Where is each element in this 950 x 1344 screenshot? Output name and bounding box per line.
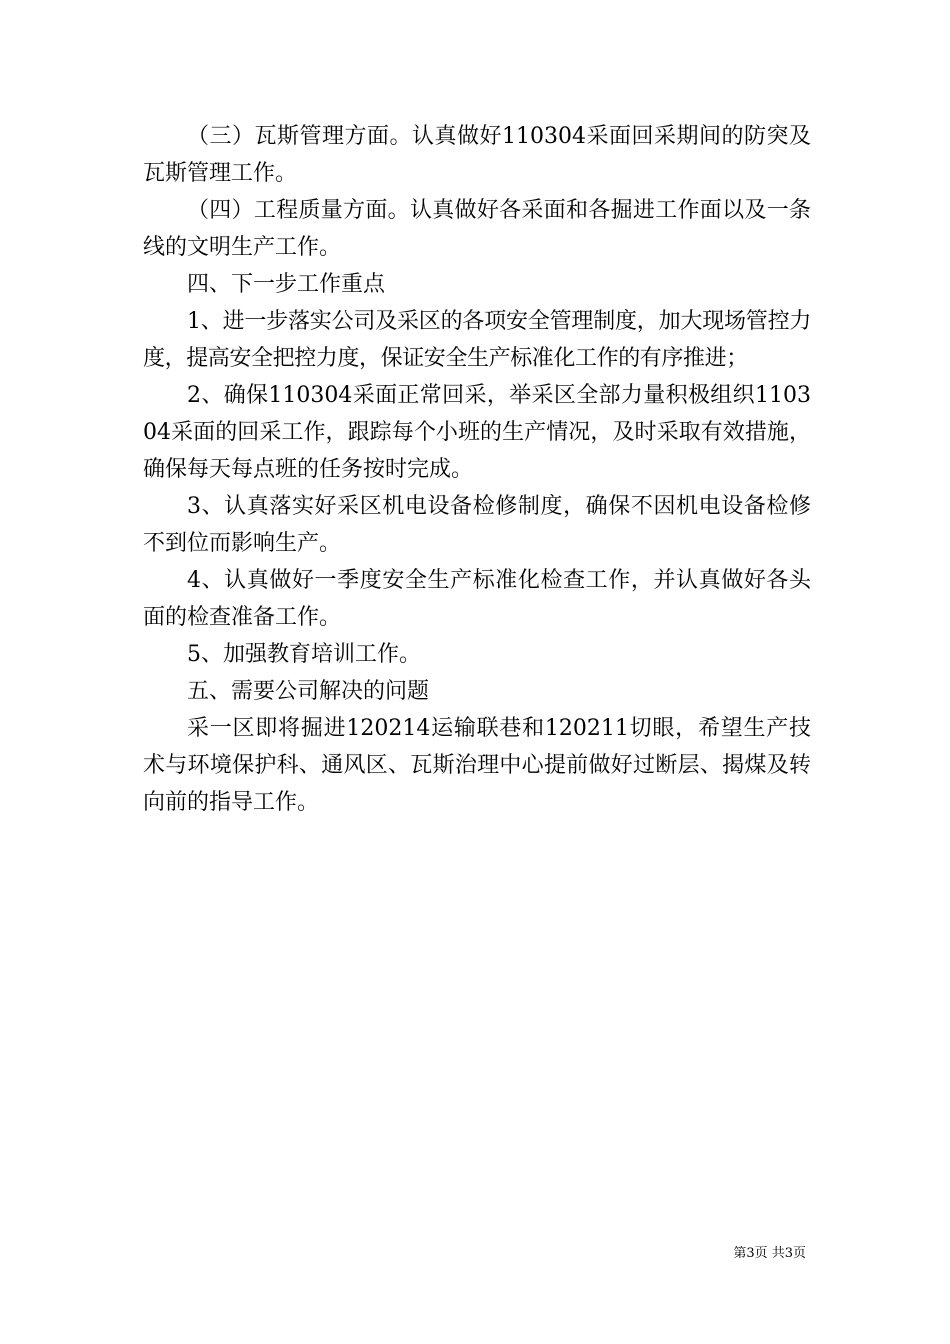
page-number-footer: 第3页 共3页 bbox=[733, 1246, 806, 1261]
paragraph-gas-management: （三）瓦斯管理方面。认真做好110304采面回采期间的防突及瓦斯管理工作。 bbox=[143, 124, 811, 186]
list-item-5: 5、加强教育培训工作。 bbox=[187, 642, 421, 667]
section-heading-issues: 五、需要公司解决的问题 bbox=[187, 679, 430, 704]
paragraph-engineering-quality: （四）工程质量方面。认真做好各采面和各掘进工作面以及一条线的文明生产工作。 bbox=[143, 198, 811, 260]
list-item-3: 3、认真落实好采区机电设备检修制度，确保不因机电设备检修不到位而影响生产。 bbox=[143, 494, 811, 556]
section-heading-next-steps: 四、下一步工作重点 bbox=[187, 272, 386, 297]
list-item-1: 1、进一步落实公司及采区的各项安全管理制度，加大现场管控力度，提高安全把控力度，保证安全生产标准化工作的有序推进； bbox=[143, 309, 811, 371]
list-item-2: 2、确保110304采面正常回采，举采区全部力量积极组织110304采面的回采工作，跟踪每个小班的生产情况，及时采取有效措施，确保每天每点班的任务按时完成。 bbox=[143, 383, 811, 482]
list-item-4: 4、认真做好一季度安全生产标准化检查工作，并认真做好各头面的检查准备工作。 bbox=[143, 568, 811, 630]
document-body bbox=[143, 118, 811, 821]
paragraph-issues: 采一区即将掘进120214运输联巷和120211切眼，希望生产技术与环境保护科、通风区、瓦斯治理中心提前做好过断层、揭煤及转向前的指导工作。 bbox=[143, 716, 811, 815]
